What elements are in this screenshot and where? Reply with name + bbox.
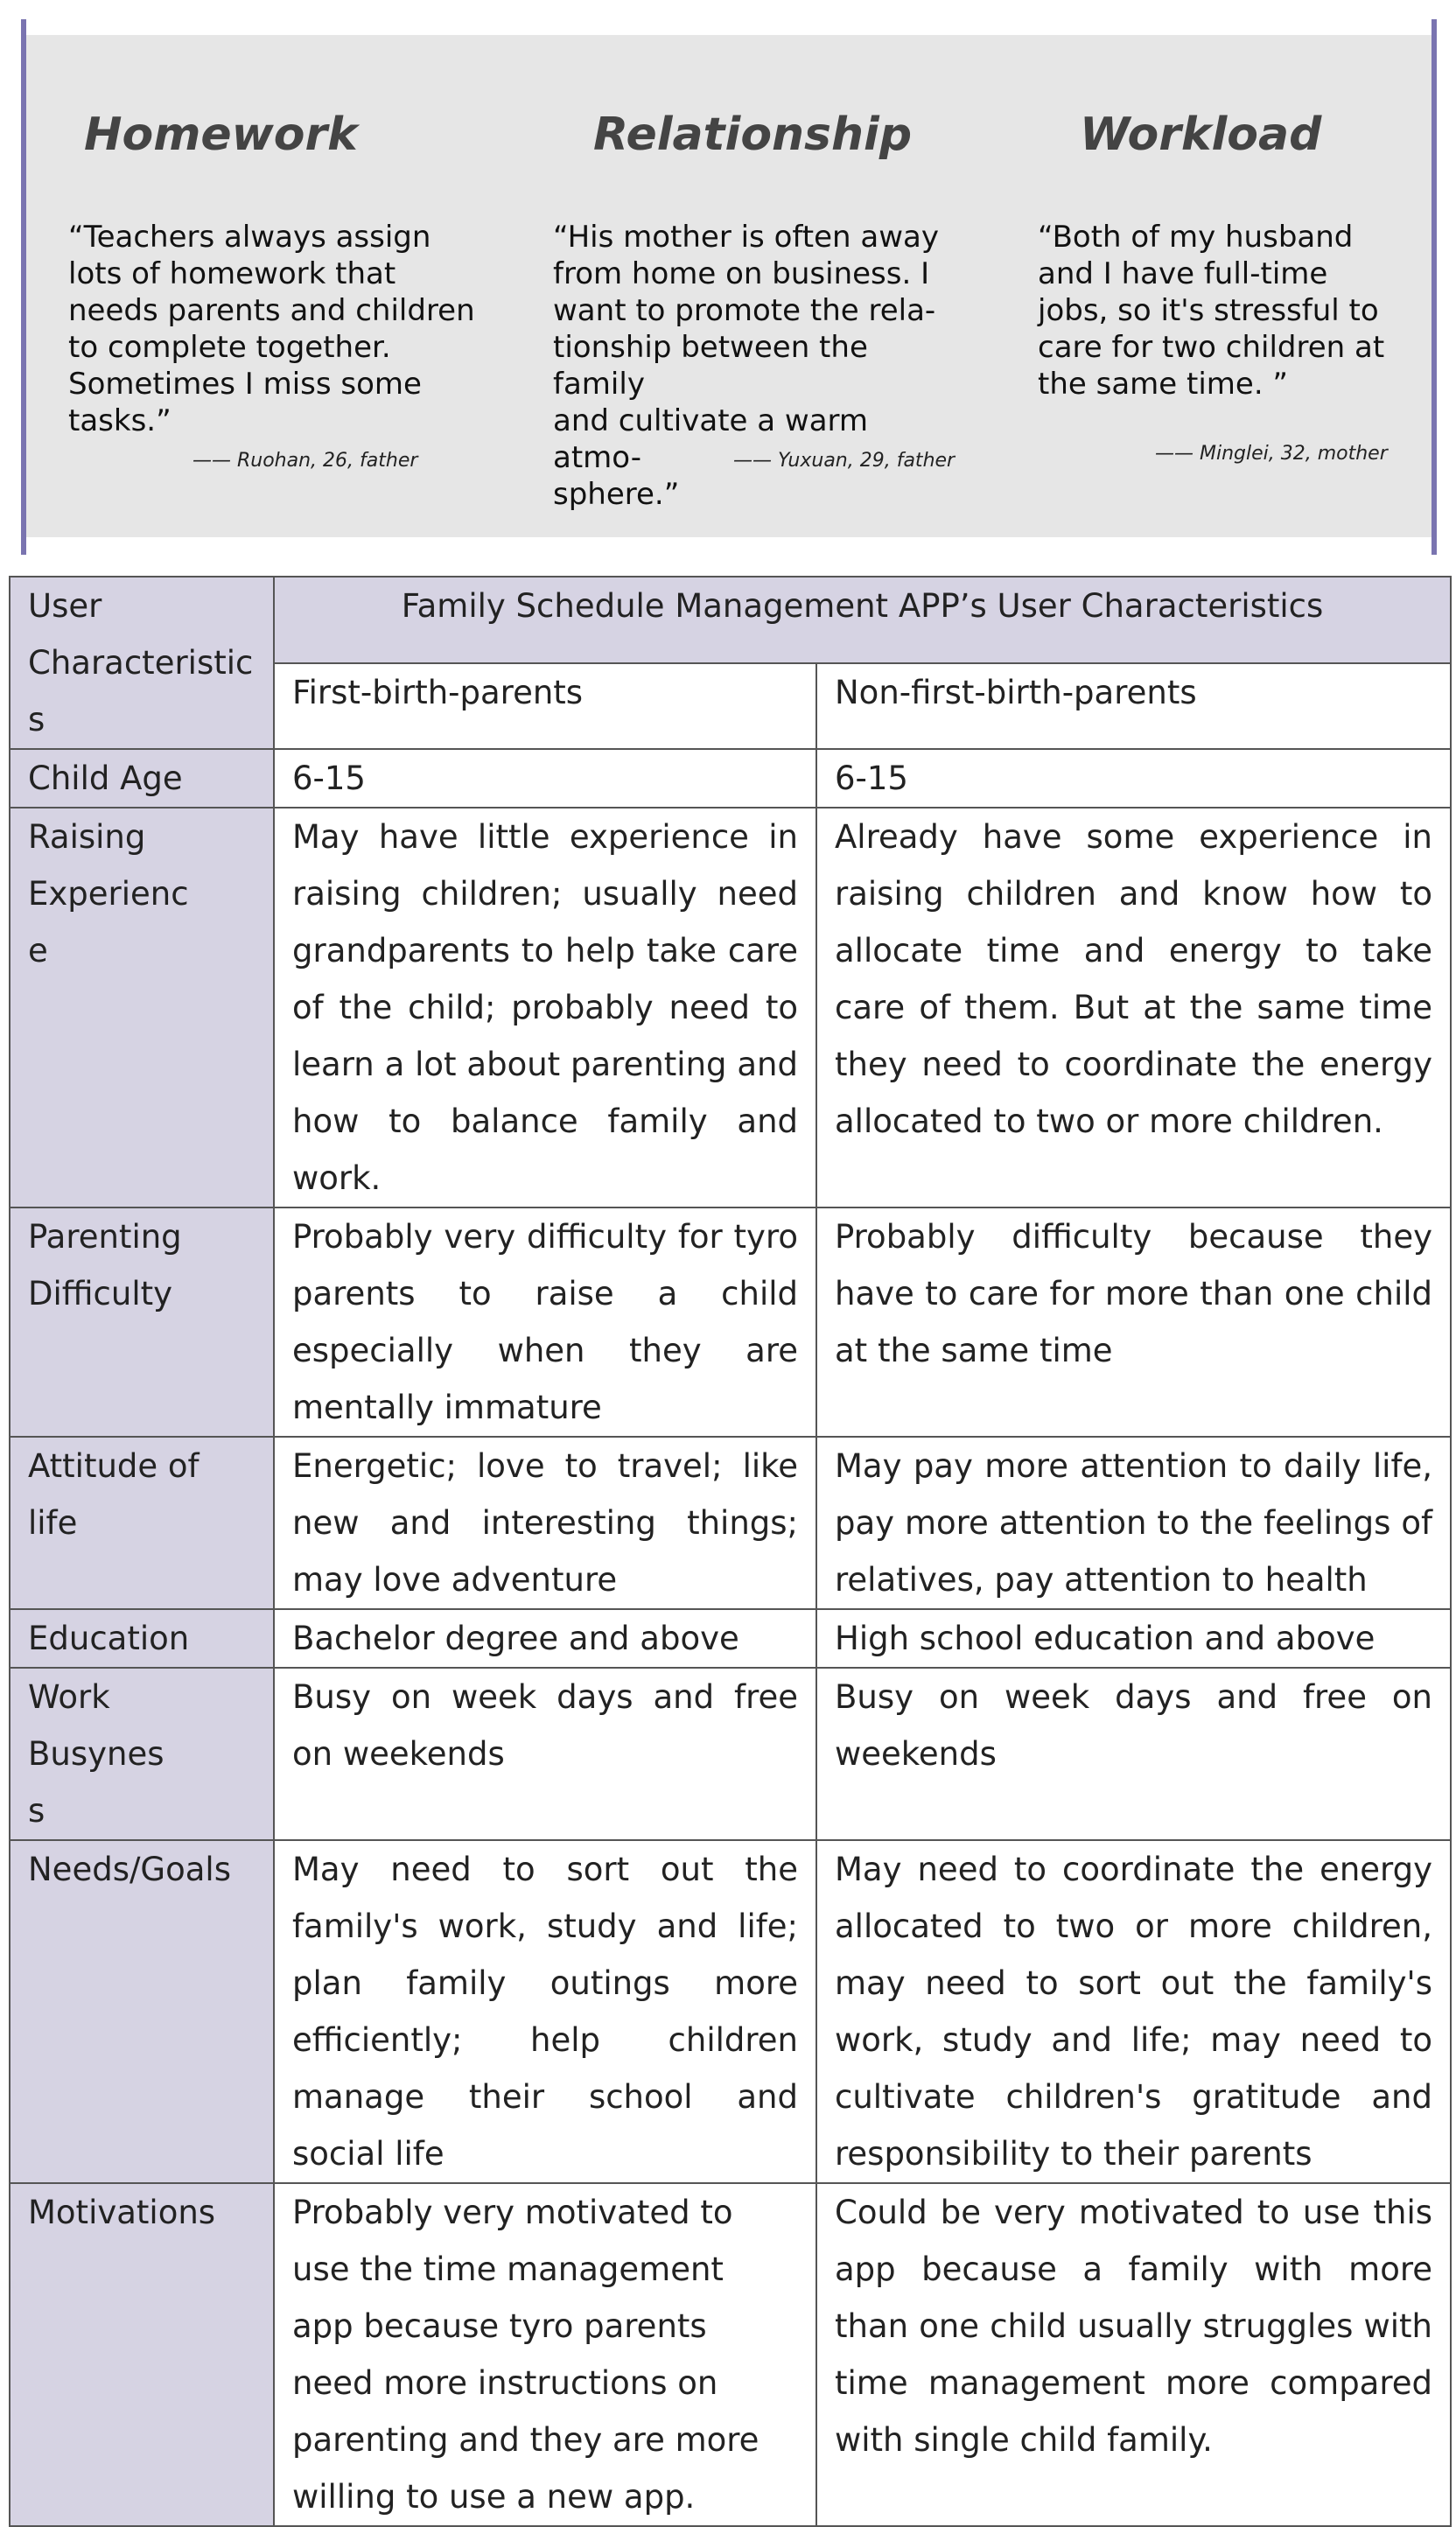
table-corner-label: User Characteristics [10, 577, 274, 749]
cell-non-first-birth: Busy on week days and free on weekends [816, 1668, 1451, 1840]
cell-non-first-birth: Probably difficulty because they have to care for more than one child at the same time [816, 1208, 1451, 1437]
table-title: Family Schedule Management APP’s User Characteristics [274, 577, 1451, 663]
quote-attribution-relationship: —— Yuxuan, 29, father [733, 450, 956, 472]
cell-non-first-birth: 6-15 [816, 749, 1451, 808]
table-row [10, 1437, 1451, 1609]
cell-non-first-birth: May need to coordinate the energy allocated to two or more children, may need to sort out the family's work, study and life; may need to cultivate children's gratitude and responsibility to their parents [816, 1840, 1451, 2183]
cell-non-first-birth: High school education and above [816, 1609, 1451, 1668]
table-row [10, 1208, 1451, 1437]
row-label: Child Age [10, 749, 274, 808]
theme-title-relationship: Relationship [593, 108, 913, 161]
table-row [10, 1668, 1451, 1840]
row-label: Education [10, 1609, 274, 1668]
cell-first-birth: Probably very difficulty for tyro parents to raise a child especially when they are mentally immature [274, 1208, 816, 1437]
cell-first-birth: 6-15 [274, 749, 816, 808]
row-label: Attitude of life [10, 1437, 274, 1609]
row-label: Raising Experience [10, 808, 274, 1208]
cell-first-birth: Probably very motivated to use the time management app because tyro parents need more instructions on parenting and they are more willing to use a new app. [274, 2183, 816, 2526]
column-header-first-birth: First-birth-parents [274, 663, 816, 750]
panel-border-left [21, 19, 26, 555]
cell-first-birth: May need to sort out the family's work, study and life; plan family outings more efficiently; help children manage their school and social life [274, 1840, 816, 2183]
row-label: Work Busyness [10, 1668, 274, 1840]
quote-attribution-homework: —— Ruohan, 26, father [192, 450, 418, 472]
table-row [10, 1609, 1451, 1668]
cell-non-first-birth: Could be very motivated to use this app because a family with more than one child usually struggles with time management more compared with single child family. [816, 2183, 1451, 2526]
user-quotes-panel [21, 35, 1437, 537]
row-label: Parenting Difficulty [10, 1208, 274, 1437]
theme-title-workload: Workload [1080, 108, 1322, 161]
panel-border-right [1432, 19, 1437, 555]
quote-text-homework: “Teachers always assign lots of homework that needs parents and children to complete together. Sometimes I miss some tasks.” [68, 220, 475, 438]
table-row [10, 808, 1451, 1208]
row-label: Motivations [10, 2183, 274, 2526]
cell-non-first-birth: Already have some experience in raising children and know how to allocate time and energy to take care of them. But at the same time they need to coordinate the energy allocated to two or more children. [816, 808, 1451, 1208]
cell-first-birth: May have little experience in raising children; usually need grandparents to help take care of the child; probably need to learn a lot about parenting and how to balance family and work. [274, 808, 816, 1208]
cell-first-birth: Energetic; love to travel; like new and interesting things; may love adventure [274, 1437, 816, 1609]
table-row [10, 749, 1451, 808]
quote-text-relationship: “His mother is often away from home on business. I want to promote the rela- tionship between the family and cultivate a warm atmo- sphere.” [553, 220, 939, 512]
user-characteristics-table [9, 576, 1452, 2527]
table-header-row [10, 577, 1451, 663]
column-header-non-first-birth: Non-first-birth-parents [816, 663, 1451, 750]
quote-attribution-workload: —— Minglei, 32, mother [1155, 443, 1388, 465]
table-row [10, 1840, 1451, 2183]
row-label: Needs/Goals [10, 1840, 274, 2183]
cell-first-birth: Busy on week days and free on weekends [274, 1668, 816, 1840]
quote-text-workload: “Both of my husband and I have full-time jobs, so it's stressful to care for two children at the same time. ” [1038, 220, 1385, 402]
cell-non-first-birth: May pay more attention to daily life, pay more attention to the feelings of relatives, pay attention to health [816, 1437, 1451, 1609]
table-row [10, 2183, 1451, 2526]
theme-title-homework: Homework [84, 108, 358, 161]
cell-first-birth: Bachelor degree and above [274, 1609, 816, 1668]
